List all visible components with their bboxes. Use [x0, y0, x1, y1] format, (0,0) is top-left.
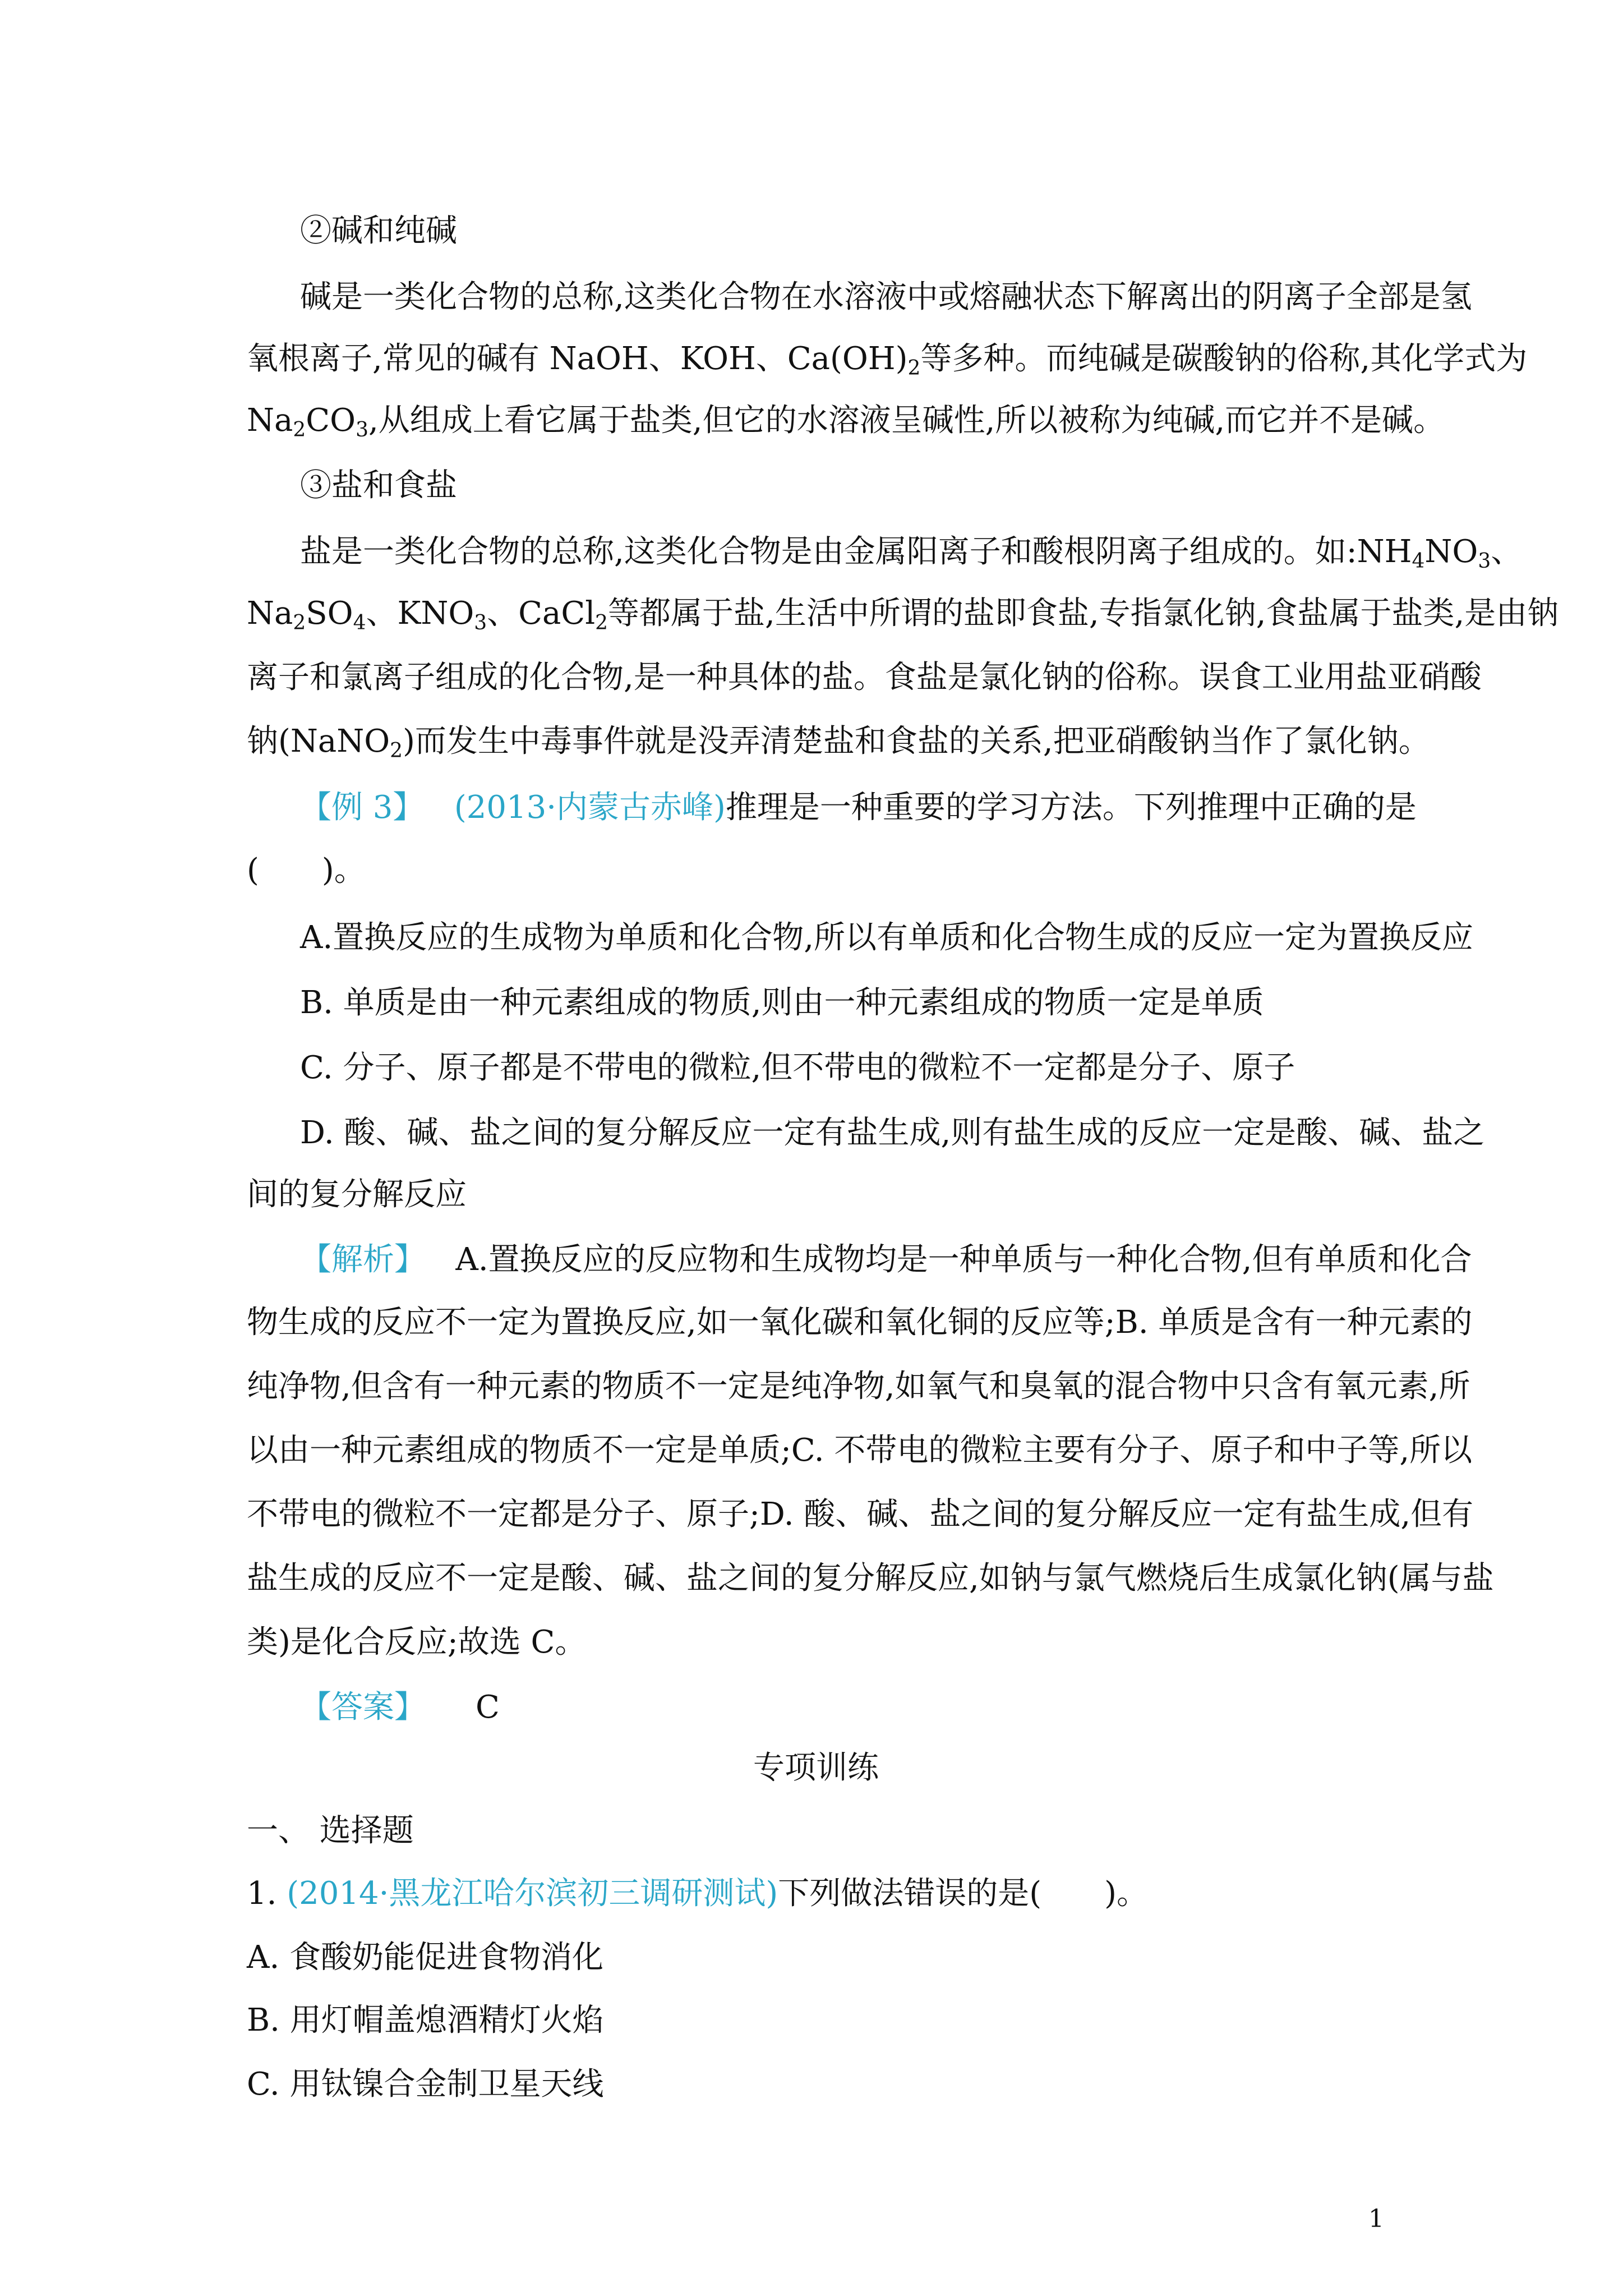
example-tag: 【例 3】: [300, 789, 425, 826]
question-1-option-c: C. 用钛镍合金制卫星天线: [247, 2066, 604, 2102]
analysis-line: 纯净物,但含有一种元素的物质不一定是纯净物,如氧气和臭氧的混合物中只含有氧元素,所: [247, 1368, 1470, 1405]
option-c: C. 分子、原子都是不带电的微粒,但不带电的微粒不一定都是分子、原子: [300, 1050, 1295, 1086]
analysis-line: 不带电的微粒不一定都是分子、原子;D. 酸、碱、盐之间的复分解反应一定有盐生成,但有: [247, 1496, 1474, 1533]
paragraph-line: 钠(NaNO$_2$)而发生中毒事件就是没弄清楚盐和食盐的关系,把亚硝酸钠当作了氯化钠。: [247, 723, 1430, 762]
analysis-line: 盐生成的反应不一定是酸、碱、盐之间的复分解反应,如钠与氯气燃烧后生成氯化钠(属与盐: [247, 1560, 1494, 1596]
analysis-line: 物生成的反应不一定为置换反应,如一氧化碳和氧化铜的反应等;B. 单质是含有一种元素的: [247, 1304, 1473, 1341]
paragraph-line: 离子和氯离子组成的化合物,是一种具体的盐。食盐是氯化钠的俗称。误食工业用盐亚硝酸: [247, 659, 1482, 696]
option-a: A.置换反应的生成物为单质和化合物,所以有单质和化合物生成的反应一定为置换反应: [300, 919, 1474, 956]
answer-line: 【答案】 C: [300, 1689, 500, 1726]
option-d-continued: 间的复分解反应: [247, 1176, 467, 1213]
paragraph-line: 碱是一类化合物的总称,这类化合物在水溶液中或熔融状态下解离出的阴离子全部是氢: [300, 279, 1472, 315]
question-1-option-b: B. 用灯帽盖熄酒精灯火焰: [247, 2002, 604, 2039]
paragraph-line: $Na_2CO_3$,从组成上看它属于盐类,但它的水溶液呈碱性,所以被称为纯碱,而它并不是碱。: [247, 402, 1445, 441]
answer-tag: 【答案】: [300, 1689, 426, 1726]
example-3-stem-end: ( )。: [247, 852, 366, 889]
section-heading-base: ②碱和纯碱: [300, 213, 457, 249]
part-heading: 一、 选择题: [247, 1812, 414, 1849]
question-source: (2014·黑龙江哈尔滨初三调研测试): [287, 1875, 778, 1912]
section-heading-salt: ③盐和食盐: [300, 467, 457, 504]
analysis-line: 【解析】 A.置换反应的反应物和生成物均是一种单质与一种化合物,但有单质和化合: [300, 1241, 1472, 1278]
analysis-line: 以由一种元素组成的物质不一定是单质;C. 不带电的微粒主要有分子、原子和中子等,所以: [247, 1432, 1473, 1469]
option-d: D. 酸、碱、盐之间的复分解反应一定有盐生成,则有盐生成的反应一定是酸、碱、盐之: [300, 1115, 1485, 1151]
analysis-tag: 【解析】: [300, 1241, 426, 1278]
example-3-stem: 【例 3】 (2013·内蒙古赤峰)推理是一种重要的学习方法。下列推理中正确的是: [300, 789, 1417, 826]
option-b: B. 单质是由一种元素组成的物质,则由一种元素组成的物质一定是单质: [300, 984, 1264, 1021]
training-title: 专项训练: [753, 1750, 879, 1786]
paragraph-line: 盐是一类化合物的总称,这类化合物是由金属阳离子和酸根阴离子组成的。如$:NH_4NO_3$、: [300, 533, 1523, 573]
paragraph-line: 氧根离子,常见的碱有 NaOH、KOH、$Ca(OH)_2$等多种。而纯碱是碳酸钠的俗称,其化学式为: [247, 341, 1528, 380]
paragraph-line: $Na_2SO_4$、$KNO_3$、CaCl$_2$等都属于盐,生活中所谓的盐即食盐,专指氯化钠,食盐属于盐类,是由钠: [247, 595, 1559, 634]
analysis-line: 类)是化合反应;故选 C。: [247, 1624, 587, 1660]
example-source: (2013·内蒙古赤峰): [454, 789, 726, 826]
question-1-option-a: A. 食酸奶能促进食物消化: [247, 1939, 604, 1976]
question-1: 1. (2014·黑龙江哈尔滨初三调研测试)下列做法错误的是( )。: [247, 1875, 1148, 1912]
page-number: 1: [1368, 2205, 1384, 2233]
